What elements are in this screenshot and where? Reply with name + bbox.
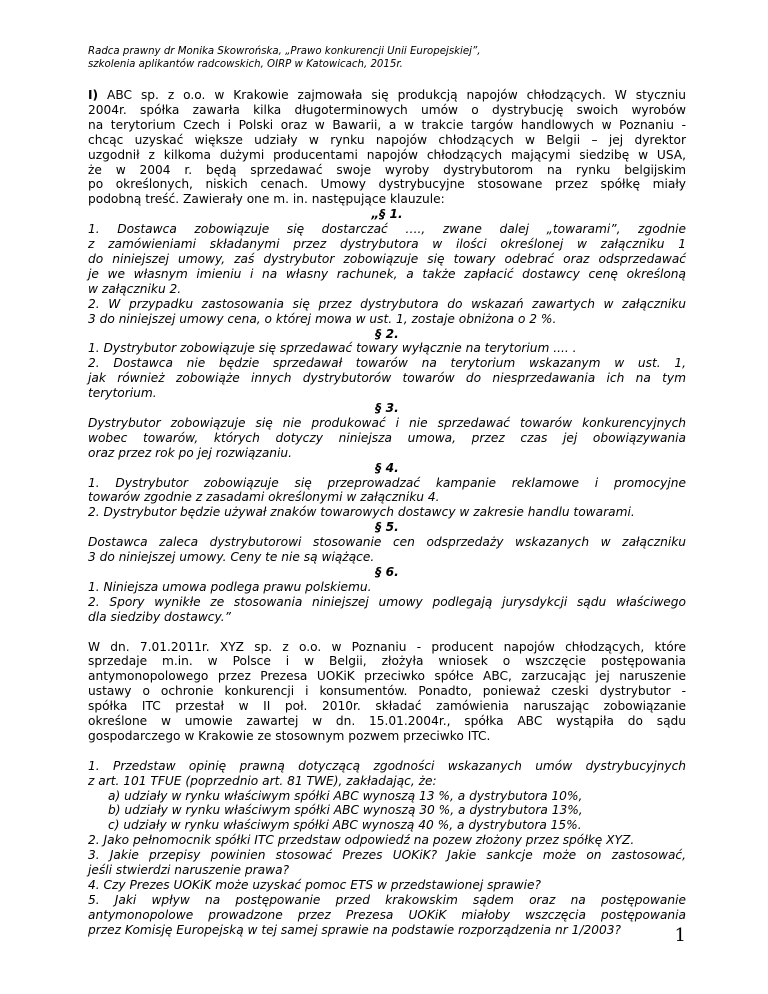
- header-line-2: szkolenia aplikantów radcowskich, OIRP w Katowicach, 2015r.: [88, 59, 403, 70]
- contract-line: Dystrybutor zobowiązuje się nie produkować i nie sprzedawać towarów konkurencyjnych: [88, 415, 686, 430]
- question-1-option-c: c) udziały w rynku właściwym spółki ABC wynoszą 40 %, a dystrybutora 15%.: [108, 818, 582, 833]
- contract-line: je we własnym imieniu i na własny rachunek, a także zapłacić dostawcy cenę określoną: [88, 266, 686, 281]
- section-6-heading: § 6.: [375, 565, 399, 579]
- question-4: 4. Czy Prezes UOKiK może uzyskać pomoc ETS w przedstawionej sprawie?: [88, 878, 541, 892]
- contract-line: terytorium.: [88, 386, 157, 401]
- question-5: 5. Jaki wpływ na postępowanie przed krakowskim sądem oraz na postępowanie: [88, 892, 686, 907]
- intro-label: I): [88, 88, 99, 102]
- section-3-text: [88, 416, 686, 461]
- contract-line: jak również zobowiąże innych dystrybutorów towarów do niesprzedawania ich na tym: [88, 371, 686, 386]
- facts-line: gospodarczego w Krakowie ze stosownym pozwem przeciwko ITC.: [88, 728, 491, 743]
- document-body: [88, 88, 686, 938]
- section-4-text: [88, 476, 686, 521]
- contract-line: 1. Dystrybutor zobowiązuje się sprzedawać towary wyłącznie na terytorium .... .: [88, 341, 577, 356]
- section-2-heading: § 2.: [375, 326, 399, 341]
- contract-line: w załączniku 2.: [88, 281, 182, 296]
- question-3: jeśli stwierdzi naruszenie prawa?: [88, 863, 290, 878]
- document-page: [88, 0, 686, 994]
- facts-line: antymonopolowego przez Prezesa UOKiK przeciwko spółce ABC, zarzucając jej naruszenie: [88, 669, 686, 684]
- intro-line: I) ABC sp. z o.o. w Krakowie zajmowała się produkcją napojów chłodzących. W styczniu: [88, 88, 686, 102]
- contract-line: 1. Dostawca zobowiązuje się dostarczać …., zwane dalej „towarami”, zgodnie: [88, 222, 686, 237]
- section-5-text: [88, 535, 686, 565]
- section-4-heading: § 4.: [375, 460, 399, 475]
- spacer: [88, 744, 686, 759]
- contract-line: 1. Niniejsza umowa podlega prawu polskiemu.: [88, 579, 372, 594]
- intro-line: 2004r. spółka zawarła kilka długoterminowych umów o dystrybucję swoich wyrobów: [88, 102, 686, 117]
- questions-list: [88, 759, 686, 938]
- intro-line: że w 2004 r. będą sprzedawać swoje wyroby dystrybutorom na rynku belgijskim: [88, 162, 686, 177]
- contract-line: 2. Dystrybutor będzie używał znaków towarowych dostawcy w zakresie handlu towarami.: [88, 505, 635, 520]
- section-1-heading: „§ 1.: [371, 207, 403, 222]
- section-3-heading: § 3.: [375, 401, 399, 416]
- section-2-text: [88, 341, 686, 401]
- contract-line: 1. Dystrybutor zobowiązuje się przeprowadzać kampanie reklamowe i promocyjne: [88, 475, 686, 490]
- question-1-option-a: a) udziały w rynku właściwym spółki ABC wynoszą 13 %, a dystrybutora 10%,: [108, 788, 583, 803]
- question-3: 3. Jakie przepisy powinien stosować Prezes UOKiK? Jakie sankcje może on zastosować,: [88, 848, 686, 863]
- intro-line: chcąc uzyskać większe udziały w rynku napojów chłodzących w Belgii – jej dyrektor: [88, 132, 686, 147]
- question-5: przez Komisję Europejską w tej samej sprawie na podstawie rozporządzenia nr 1/2003?: [88, 922, 621, 937]
- facts-paragraph: [88, 640, 686, 744]
- facts-line: określone w umowie zawartej w dn. 15.01.2004r., spółka ABC wystąpiła do sądu: [88, 714, 686, 729]
- question-1: z art. 101 TFUE (poprzednio art. 81 TWE), zakładając, że:: [88, 773, 437, 788]
- facts-line: spółka ITC przestał w II poł. 2010r. składać zamówienia naruszając zobowiązanie: [88, 699, 686, 714]
- facts-line: W dn. 7.01.2011r. XYZ sp. z o.o. w Poznaniu - producent napojów chłodzących, które: [88, 639, 686, 654]
- header-line-1: Radca prawny dr Monika Skowrońska, „Prawo konkurencji Unii Europejskiej”,: [88, 46, 481, 57]
- spacer: [88, 625, 686, 640]
- section-1-text: [88, 222, 686, 326]
- page-number: 1: [674, 925, 686, 946]
- contract-line: 2. Spory wynikłe ze stosowania niniejszej umowy podlegają jurysdykcji sądu właściwego: [88, 594, 686, 609]
- contract-line: 3 do niniejszej umowy. Ceny te nie są wiążące.: [88, 550, 375, 565]
- page-header: [88, 45, 686, 71]
- facts-line: sprzedaje m.in. w Polsce i w Belgii, złożyła wniosek o wszczęcie postępowania: [88, 654, 686, 669]
- intro-line: po określonych, niskich cenach. Umowy dystrybucyjne stosowane przez spółkę miały: [88, 177, 686, 192]
- contract-line: Dostawca zaleca dystrybutorowi stosowanie cen odsprzedaży wskazanych w załączniku: [88, 535, 686, 550]
- question-1-option-b: b) udziały w rynku właściwym spółki ABC wynoszą 30 %, a dystrybutora 13%,: [108, 803, 583, 818]
- contract-line: 2. W przypadku zastosowania się przez dystrybutora do wskazań zawartych w załączniku: [88, 296, 686, 311]
- contract-line: wobec towarów, których dotyczy niniejsza umowa, przez czas jej obowiązywania: [88, 430, 686, 445]
- contract-line: towarów zgodnie z zasadami określonymi w załączniku 4.: [88, 490, 440, 505]
- contract-line: do niniejszej umowy, zaś dystrybutor zobowiązuje się towary odebrać oraz odsprzedawać: [88, 251, 686, 266]
- contract-line: 2. Dostawca nie będzie sprzedawał towarów na terytorium wskazanym w ust. 1,: [88, 356, 686, 371]
- intro-line: na terytorium Czech i Polski oraz w Bawarii, a w trakcie targów handlowych w Poznaniu -: [88, 117, 686, 132]
- contract-line: dla siedziby dostawcy.”: [88, 609, 231, 624]
- section-6-text: [88, 580, 686, 625]
- section-5-heading: § 5.: [375, 520, 399, 535]
- contract-line: 3 do niniejszej umowy cena, o której mowa w ust. 1, zostaje obniżona o 2 %.: [88, 311, 557, 326]
- question-5: antymonopolowe prowadzone przez Prezesa UOKiK miałoby wszczęcia postępowania: [88, 907, 686, 922]
- facts-line: ustawy o ochronie konkurencji i konsumentów. Ponadto, ponieważ czeski dystrybutor -: [88, 684, 686, 699]
- intro-line: uzgodnił z kilkoma dużymi producentami napojów chłodzących mającymi siedzibę w USA,: [88, 147, 686, 162]
- contract-line: z zamówieniami składanymi przez dystrybutora w ilości określonej w załączniku 1: [88, 237, 686, 252]
- intro-line: podobną treść. Zawierały one m. in. następujące klauzule:: [88, 192, 445, 207]
- contract-line: oraz przez rok po jej rozwiązaniu.: [88, 445, 292, 460]
- question-2: 2. Jako pełnomocnik spółki ITC przedstaw odpowiedź na pozew złożony przez spółkę XYZ.: [88, 833, 635, 848]
- question-1: 1. Przedstaw opinię prawną dotyczącą zgodności wskazanych umów dystrybucyjnych: [88, 758, 686, 773]
- intro-paragraph: [88, 88, 686, 207]
